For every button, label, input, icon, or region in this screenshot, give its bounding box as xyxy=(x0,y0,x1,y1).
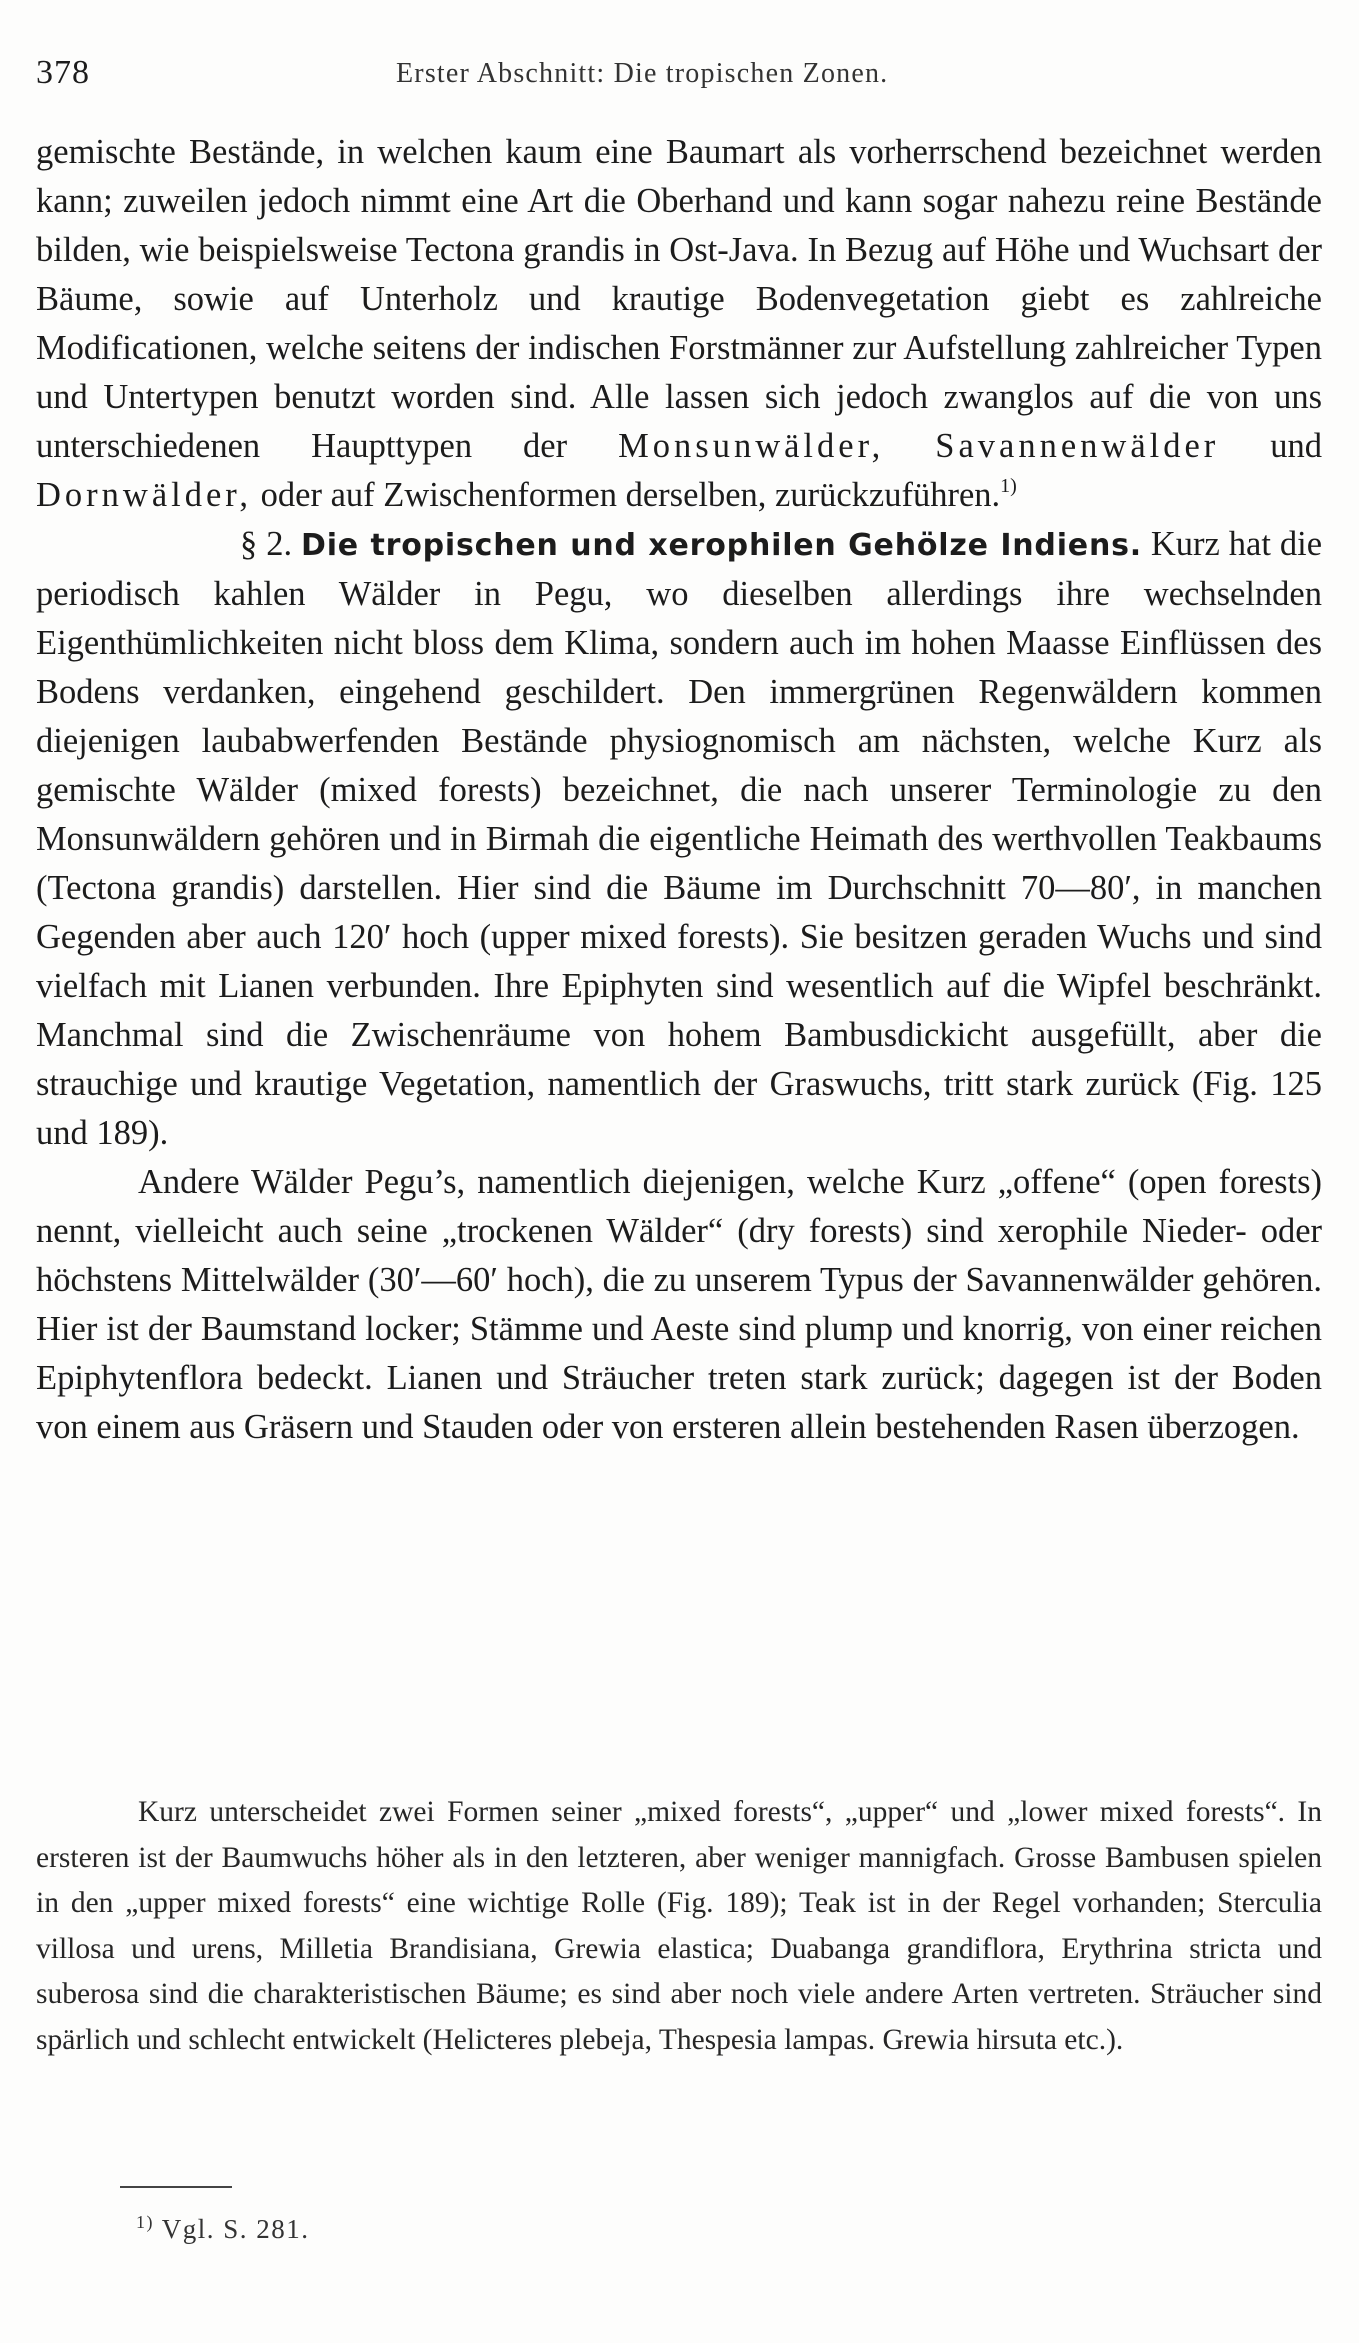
section-sign: § xyxy=(240,525,258,563)
footnote-reference: 1) xyxy=(1000,475,1017,497)
page-header xyxy=(36,48,1326,98)
page-number: 378 xyxy=(36,54,90,91)
paragraph-andere-waelder: Andere Wälder Pegu’s, namentlich diejenigen, welche Kurz „offene“ (open forests) nennt, vielleicht auch seine „trockenen Wälder“ (dry forests) sind xerophile Nieder- oder höchstens Mittelwälder (30′—60′ hoch), die zu unserem Typus der Savannenwälder gehören. Hier ist der Baumstand locker; Stämme und Aeste sind plump und knorrig, von einer reichen Epiphytenflora bedeckt. Lianen und Sträucher treten stark zurück; dagegen ist der Boden von einem aus Gräsern und Stauden oder von ersteren allein bestehenden Rasen überzogen. xyxy=(36,1163,1322,1446)
section-paragraph xyxy=(36,520,1322,1158)
main-body-text xyxy=(36,128,1322,1452)
running-head: Erster Abschnitt: Die tropischen Zonen. xyxy=(396,58,889,89)
paragraph-continued xyxy=(36,128,1322,520)
small-print-paragraph: Kurz unterscheidet zwei Formen seiner „mixed forests“, „upper“ und „lower mixed forests“. In ersteren ist der Baumwuchs höher als in den letzteren, aber weniger mannigfach. Grosse Bambusen spielen in den „upper mixed forests“ eine wichtige Rolle (Fig. 189); Teak ist in der Regel vorhanden; Sterculia villosa und urens, Milletia Brandisiana, Grewia elastica; Duabanga grandiflora, Erythrina stricta und suberosa sind die charakteristischen Bäume; es sind aber noch viele andere Arten vertreten. Sträucher sind spärlich und schlecht entwickelt (Helicteres plebeja, Thespesia lampas. Grewia hirsuta etc.). xyxy=(36,1796,1322,2056)
section-heading: Die tropischen und xerophilen Gehölze Indiens. xyxy=(301,528,1142,563)
paragraph-text: gemischte Bestände, in welchen kaum eine Baumart als vorherrschend bezeichnet werden kann; zuweilen jedoch nimmt eine Art die Oberhand und kann sogar nahezu reine Bestände bilden, wie beispielsweise Tectona grandis in Ost-Java. In Bezug auf Höhe und Wuchsart der Bäume, sowie auf Unterholz und krautige Bodenvegetation giebt es zahlreiche Modificationen, welche seitens der indischen Forstmänner zur Aufstellung zahlreicher Typen und Untertypen benutzt worden sind. Alle lassen sich jedoch zwanglos auf die von uns unterschiedenen Haupttypen der xyxy=(36,133,1322,465)
section-number: 2. xyxy=(266,525,293,563)
conjunction-text: und xyxy=(1270,427,1323,465)
footnote-text: Vgl. S. 281. xyxy=(161,2214,310,2244)
type-savannenwaelder: Savannenwälder xyxy=(935,427,1220,465)
footnote-divider xyxy=(120,2186,232,2188)
section-text: Kurz hat die periodisch kahlen Wälder in Pegu, wo dieselben allerdings ihre wechselnden Eigenthümlichkeiten nicht bloss dem Klima, sondern auch im hohen Maasse Einflüssen des Bodens verdanken, eingehend geschildert. Den immergrünen Regenwäldern kommen diejenigen laubabwerfenden Bestände physiognomisch am nächsten, welche Kurz als gemischte Wälder (mixed forests) bezeichnet, die nach unserer Terminologie zu den Monsunwäldern gehören und in Birmah die eigentliche Heimath des werthvollen Teakbaums (Tectona grandis) darstellen. Hier sind die Bäume im Durchschnitt 70—80′, in manchen Gegenden aber auch 120′ hoch (upper mixed forests). Sie besitzen geraden Wuchs und sind vielfach mit Lianen verbunden. Ihre Epiphyten sind wesentlich auf die Wipfel beschränkt. Manchmal sind die Zwischenräume von hohem Bambusdickicht ausgefüllt, aber die strauchige und krautige Vegetation, namentlich der Graswuchs, tritt stark zurück (Fig. 125 und 189). xyxy=(36,525,1323,1152)
type-monsunwaelder: Monsunwälder, xyxy=(618,427,885,465)
type-dornwaelder: Dornwälder, xyxy=(36,476,253,514)
footnote-mark: 1) xyxy=(136,2212,154,2232)
footnote xyxy=(136,2214,310,2245)
small-print-block xyxy=(36,1790,1322,2063)
paragraph-text-end: oder auf Zwischenformen derselben, zurückzuführen. xyxy=(260,476,1001,514)
